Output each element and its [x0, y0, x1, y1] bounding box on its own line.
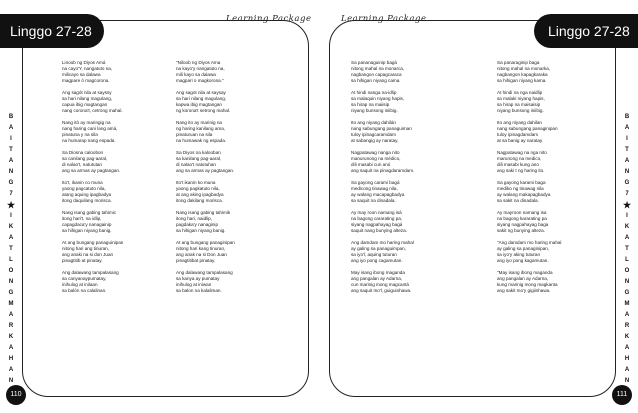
week-tab: Linggo 27-28 — [0, 14, 104, 48]
side-letter: G — [624, 290, 630, 296]
side-letter: I — [10, 136, 12, 142]
side-letter: K — [8, 334, 14, 340]
side-letter: O — [624, 268, 630, 274]
stanza: "May isang ibong maganda ang pangalan ay Adarna, kung marinig mong magkanta ang sakit mo'y gigiinhawa. — [497, 270, 558, 293]
side-letter: A — [8, 125, 14, 131]
right-page — [319, 0, 638, 413]
side-letter: A — [8, 367, 14, 373]
stanza: Ang damdam mo haring mahal ay galing sa panaguimpan, sa iyo'l, aquing tuturan ang iyo pong cagamutan. — [351, 240, 414, 263]
side-letter: A — [8, 235, 14, 241]
side-letter: K — [8, 224, 14, 230]
side-letter: 7 — [625, 191, 629, 197]
poem-column-modern — [497, 60, 597, 300]
side-letter: K — [624, 224, 630, 230]
stanza: Sa gayong carami bagá medicong tinawag nila, ay walang macapagbadya sa saquit na dinadala. — [351, 180, 405, 203]
stanza: Ito ang niyang dahilán nang sabungang panaguiman tuloy ipinagcaramdam at sabangig ay naratay. — [351, 120, 412, 143]
side-letter: I — [626, 213, 628, 219]
poem-column-modern — [176, 60, 276, 300]
stanza: Sa Diosna caloobon sa canilang pag-aaral, di nalao't, natututan ang sa armas ay pagtangan. — [62, 150, 121, 173]
week-tab: Linggo 27-28 — [534, 14, 638, 48]
stanza: Sa pananaguinip bagá nitong mahal na monarca, nagbangon capagcaraca sa hihigan niyang cama. — [351, 60, 405, 83]
package-label: Learning Package — [226, 14, 312, 24]
side-letter: A — [624, 235, 630, 241]
side-letter: G — [8, 180, 14, 186]
star-icon: ★ — [622, 200, 632, 210]
stanza: Ay may roon namang isá na bagong cararating pa, siyang nagpahayag bagá saquit nang bunying alteza. — [351, 210, 407, 233]
stanza: At ang bungang panaguinipan nitong hari ang tinuran, ang anaki na si don Juan pinagtitib at pinatay. — [62, 240, 124, 263]
package-label: Learning Package — [341, 14, 427, 24]
poem-column-original — [351, 60, 451, 300]
side-label — [4, 112, 18, 387]
stanza: Linoob ng Diyos Amá na cayo'Y, nangatuto na, milicayo sa dalawa magpare ó magcorona. — [62, 60, 113, 83]
side-letter: M — [8, 301, 14, 307]
side-letter: A — [624, 312, 630, 318]
side-letter: I — [10, 213, 12, 219]
side-letter: T — [9, 246, 13, 252]
stanza: Sa Diyos na kalooban sa kanilang pag-aaral, di nalao't natutuhan ang sa armas ay pagtangan. — [176, 150, 235, 173]
stanza: Nang isang gabing tahimik itong hari, naidlip, pagdaka'y nanaginip sa hihigan niyang banig. — [176, 210, 231, 233]
side-letter: G — [8, 290, 14, 296]
stanza: Nagpatawag nanga nito manurunong na médico, dili masabi cun anó ang saquit na pinagdaramdam. — [351, 150, 415, 173]
stanza: Ang dalawang tampalasang sa canyanaypumatay, inihulog at inilaan sa balón na calalinan. — [62, 270, 119, 293]
side-letter: A — [624, 125, 630, 131]
side-letter: N — [624, 169, 630, 175]
stanza: Ang dalawang tampalasang sa kanya ay pumatay inihulog at iniwan sa balon na kalaliman. — [176, 270, 233, 293]
stanza: May isang ibong maganda ang pangalan ay Adarna, cun marinig mong magcantá ang saquit mo'l, guiguinhawa. — [351, 270, 412, 293]
side-letter: H — [624, 356, 630, 362]
side-letter: T — [625, 147, 629, 153]
side-letter: K — [624, 334, 630, 340]
stanza: Ang sagót nila at sayssy sa hari nilang magulang, capua ibig magtangan nang corona't, cetrong mahal. — [62, 90, 123, 113]
side-letter: R — [624, 323, 630, 329]
side-letter: M — [624, 301, 630, 307]
side-letter: N — [8, 279, 14, 285]
stanza: Ito ang niyang dahilan nang sabungang panaginipan tuloy ipinagdamdam at sa banig ay naratay. — [497, 120, 558, 143]
star-icon: ★ — [6, 200, 16, 210]
side-letter: N — [624, 378, 630, 384]
side-letter: A — [8, 312, 14, 318]
stanza: Nang ito ay marinig na ng haring kanilang ama, pinaturuan na sila na humawak ng espada. — [176, 120, 227, 143]
stanza: Ito't ikanin ko muna yaong pagkatuto nila, at ang aking ipagbadya itong dakilang morisca. — [176, 180, 224, 203]
stanza: "Niloob ng Diyos Ama na kayo'y nangatuto na, mili kayo sa dalawa magpari o magkorona." — [176, 60, 225, 83]
side-letter: B — [8, 114, 14, 120]
side-letter: N — [8, 378, 14, 384]
side-letter: H — [8, 356, 14, 362]
stanza: At hindi na nga naidlip sa malaki niyang hapis, sa hirap na maisaisip niyang bunsong iniibig. — [497, 90, 545, 113]
side-letter: T — [9, 147, 13, 153]
side-letter: R — [8, 323, 14, 329]
side-letter: T — [625, 246, 629, 252]
stanza: At hindi nanga na-idlip sa malaquin niyang hapis, sa hirap na maiisip niyang bunsong iniibig. — [351, 90, 405, 113]
stanza: Ay mayroon namang isa na bagong kararating pa siyang nagpahayag baga sakit ng bunying alteza. — [497, 210, 549, 233]
side-letter: G — [624, 180, 630, 186]
side-letter: L — [625, 257, 629, 263]
side-letter: A — [8, 158, 14, 164]
stanza: Nagpatawag na nga nito marunong na medico, dili masabi kung ano ang saki t ng haring ito. — [497, 150, 547, 173]
side-letter: A — [624, 158, 630, 164]
page-number: 110 — [6, 385, 26, 405]
side-letter: B — [624, 114, 630, 120]
stanza: "Ang damdam mo haring mahal ay galing sa panaginipan, sa iyo'y aking tuturan ang iyo pong kagamutan. — [497, 240, 562, 263]
stanza: Ang sagot nila at saysay sa hari nilang magulang, kapwa ibig magtangan ng korona't setrong mahal. — [176, 90, 231, 113]
stanza: Ito't, ikanin co muna yaong pagcatuto nila, atang aquing ipagbadya itong daquilang morisca. — [62, 180, 112, 203]
stanza: At ang bungang panaginipan nitong hari kang tinuran, ang anak na si Don Juan pinagtitibat pinatay. — [176, 240, 235, 263]
side-letter: N — [8, 169, 14, 175]
stanza: Sa gayong karami baga mediko ng tinawag nila ay walang makapagbadya sa sakit na dinadala. — [497, 180, 551, 203]
page-number: 111 — [612, 385, 632, 405]
side-letter: A — [624, 345, 630, 351]
stanza: Sa panaraginip baga nitong mahal na monarka, nagbangon kapagkaraka sa hihigan niyang kama. — [497, 60, 551, 83]
poem-column-original — [62, 60, 162, 300]
side-letter: A — [624, 367, 630, 373]
side-letter: A — [8, 345, 14, 351]
stanza: Nang itò ay maringig na nang haring cani lang amá, pinatuna y na sila na humarap nang espada. — [62, 120, 118, 143]
side-letter: 7 — [9, 191, 13, 197]
side-letter: O — [8, 268, 14, 274]
side-letter: N — [624, 279, 630, 285]
side-letter: L — [9, 257, 13, 263]
side-label — [620, 112, 634, 387]
side-letter: I — [626, 136, 628, 142]
stanza: Nang isang gabing tahimic itong hari't, na idlip, capagdaca'y nanagainip sa hihigan niyang banig. — [62, 210, 117, 233]
